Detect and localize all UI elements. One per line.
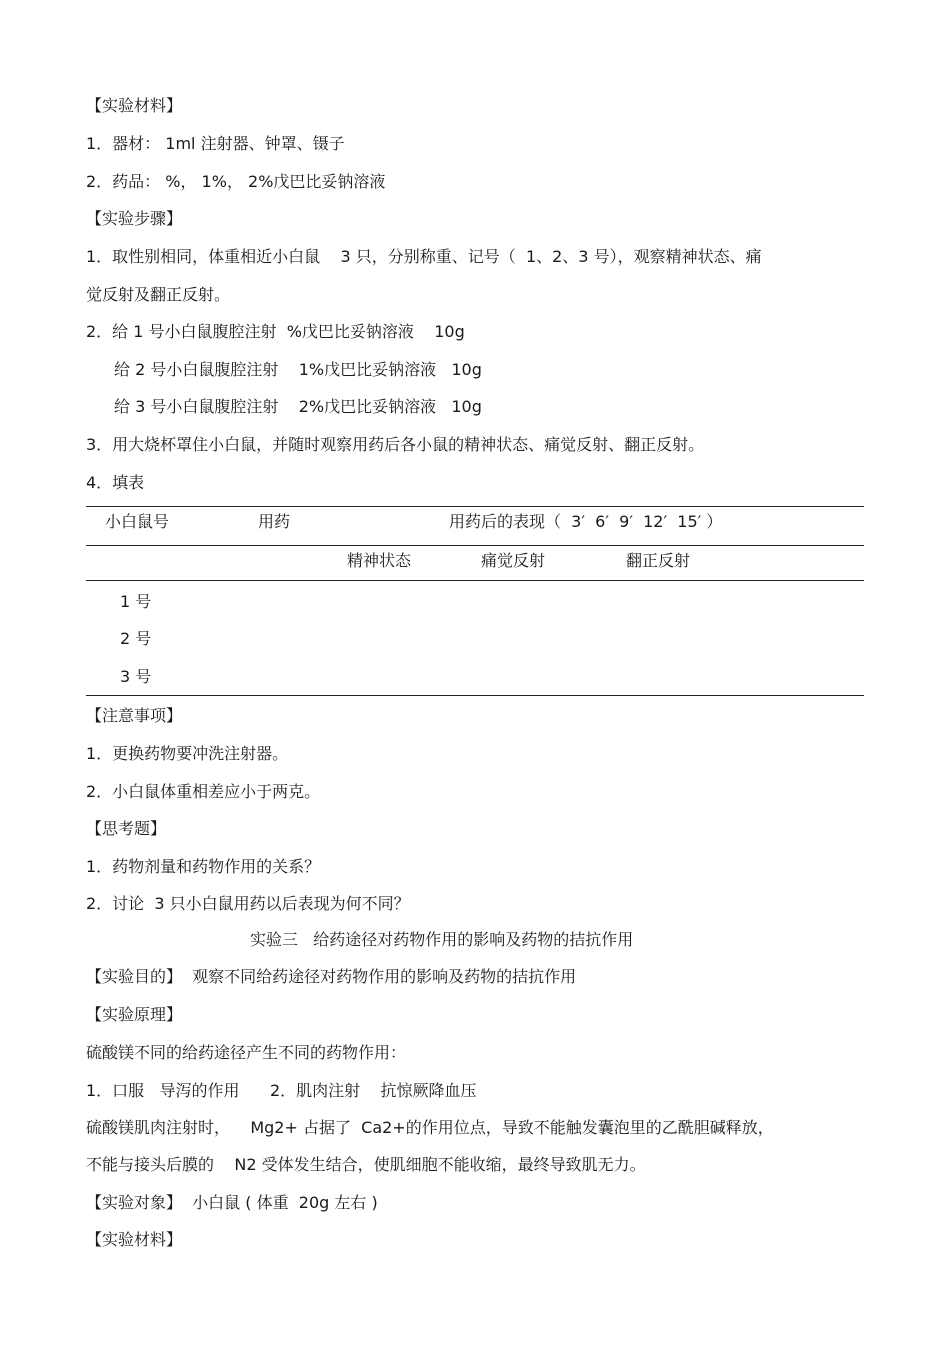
notes-heading: 【注意事项】	[86, 706, 183, 725]
questions-item-1: 1．药物剂量和药物作用的关系？	[86, 857, 321, 876]
table-row: 3 号	[120, 667, 152, 686]
table-subheader-mental: 精神状态	[347, 551, 412, 570]
step2-line-c: 给 3 号小白鼠腹腔注射 2%戊巴比妥钠溶液 10g	[114, 397, 482, 416]
notes-item-2: 2．小白鼠体重相差应小于两克。	[86, 782, 321, 801]
experiment-title: 实验三 给药途径对药物作用的影响及药物的拮抗作用	[250, 930, 634, 949]
table-subheader-righting: 翻正反射	[626, 551, 691, 570]
materials-heading: 【实验材料】	[86, 96, 183, 115]
principle-routes: 1．口服 导泻的作用 2．肌肉注射 抗惊厥降血压	[86, 1081, 477, 1100]
step1-line-a: 1．取性别相同，体重相近小白鼠 3 只，分别称重、记号（ 1、2、3 号），观察精神状态、痛	[86, 247, 762, 266]
subject-line: 【实验对象】 小白鼠 ( 体重 20g 左右 )	[86, 1193, 378, 1212]
step4-line: 4．填表	[86, 473, 145, 492]
step1-line-b: 觉反射及翻正反射。	[86, 285, 231, 304]
table-header-after: 用药后的表现（ 3′ 6′ 9′ 12′ 15′ ）	[449, 512, 723, 531]
purpose-line: 【实验目的】 观察不同给药途径对药物作用的影响及药物的拮抗作用	[86, 967, 577, 986]
drugs-line: 2．药品： %， 1%， 2%戊巴比妥钠溶液	[86, 172, 386, 191]
step3-line: 3．用大烧杯罩住小白鼠，并随时观察用药后各小鼠的精神状态、痛觉反射、翻正反射。	[86, 435, 705, 454]
step2-line-b: 给 2 号小白鼠腹腔注射 1%戊巴比妥钠溶液 10g	[114, 360, 482, 379]
equipment-line: 1．器材： 1ml 注射器、钟罩、镊子	[86, 134, 345, 153]
table-top-rule	[86, 506, 864, 507]
table-header-drug: 用药	[258, 512, 291, 531]
materials-heading-2: 【实验材料】	[86, 1230, 183, 1249]
table-row: 1 号	[120, 592, 152, 611]
principle-heading: 【实验原理】	[86, 1005, 183, 1024]
principle-detail-a: 硫酸镁肌肉注射时， Mg2+ 占据了 Ca2+的作用位点，导致不能触发囊泡里的乙酰胆碱释放，	[86, 1118, 774, 1137]
table-header-rule	[86, 580, 864, 581]
principle-detail-b: 不能与接头后膜的 N2 受体发生结合，使肌细胞不能收缩，最终导致肌无力。	[86, 1155, 646, 1174]
table-mid-rule	[86, 545, 864, 546]
steps-heading: 【实验步骤】	[86, 209, 183, 228]
table-row: 2 号	[120, 629, 152, 648]
table-subheader-pain: 痛觉反射	[481, 551, 546, 570]
principle-intro: 硫酸镁不同的给药途径产生不同的药物作用：	[86, 1043, 407, 1062]
notes-item-1: 1．更换药物要冲洗注射器。	[86, 744, 289, 763]
questions-item-2: 2．讨论 3 只小白鼠用药以后表现为何不同？	[86, 894, 410, 913]
questions-heading: 【思考题】	[86, 819, 167, 838]
step2-line-a: 2．给 1 号小白鼠腹腔注射 %戊巴比妥钠溶液 10g	[86, 322, 465, 341]
table-header-mouse: 小白鼠号	[105, 512, 170, 531]
table-bottom-rule	[86, 695, 864, 696]
